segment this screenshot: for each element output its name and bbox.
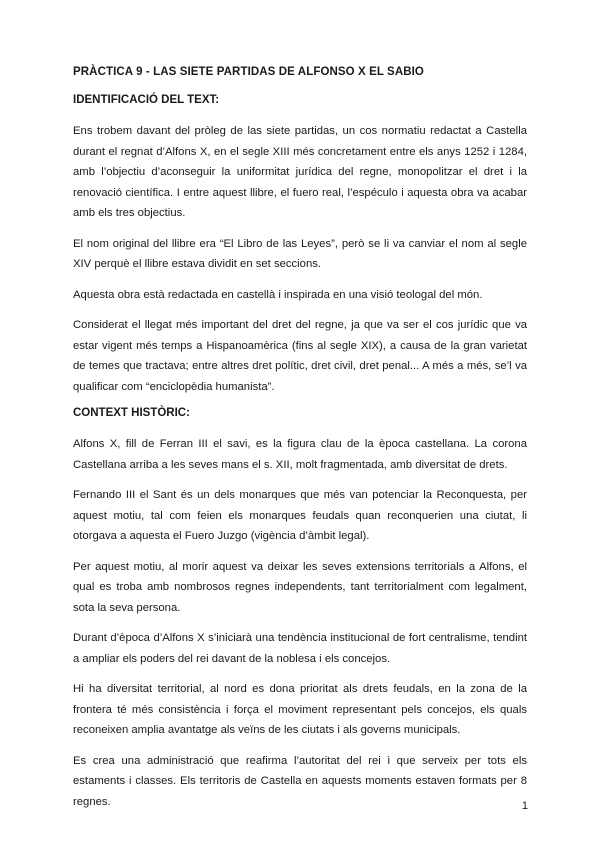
paragraph: Ens trobem davant del pròleg de las siete partidas, un cos normatiu redactat a Castella durant el regnat d’Alfons X, en el segle XIII més concretament entre els anys 1252 i 1284, amb l’objectiu d’aconseguir la uniformitat jurídica del regne, monopolitzar el dret i la renovació científica. I entre aquest llibre, el fuero real, l’espéculo i aquesta obra va acabar amb els tres objectius. [73, 125, 527, 219]
section-heading-identificacio: IDENTIFICACIÓ DEL TEXT: [73, 94, 220, 106]
paragraph: El nom original del llibre era “El Libro de las Leyes”, però se li va canviar el nom al segle XIV perquè el llibre estava dividit en set seccions. [73, 237, 527, 270]
paragraph: Hi ha diversitat territorial, al nord es dona prioritat als drets feudals, en la zona de la frontera té més consistència i força el moviment representant pels concejos, els quals reconeixen amplia avantatge als veïns de les ciutats i als governs municipals. [73, 683, 527, 736]
paragraph: Considerat el llegat més important del dret del regne, ja que va ser el cos jurídic que va estar vigent més temps a Hispanoamèrica (fins al segle XIX), a causa de la gran varietat de temes que tractava; entre altres dret polític, dret civil, dret penal... A més a més, se’l va qualificar com “enciclopèdia humanista”. [73, 319, 527, 393]
paragraph: Es crea una administració que reafirma l’autoritat del rei i que serveix per tots els estaments i classes. Els territoris de Castella en aquests moments estaven formats per 8 regnes. [73, 754, 527, 808]
paragraph: Durant d’època d’Alfons X s’iniciarà una tendència institucional de fort centralisme, tendint a ampliar els poders del rei davant de la noblesa i els concejos. [73, 632, 527, 665]
paragraph: Alfons X, fill de Ferran III el savi, es la figura clau de la època castellana. La corona Castellana arriba a les seves mans el s. XII, molt fragmentada, amb diversitat de drets. [73, 438, 527, 471]
paragraph: Aquesta obra està redactada en castellà i inspirada en una visió teologal del món. [73, 288, 483, 301]
paragraph: Per aquest motiu, al morir aquest va deixar les seves extensions territorials a Alfons, el qual es troba amb nombrosos regnes independents, tant territorialment com legalment, sota la seva persona. [73, 560, 527, 614]
page-number: 1 [521, 800, 528, 812]
section-heading-context: CONTEXT HISTÒRIC: [73, 407, 190, 419]
paragraph: Fernando III el Sant és un dels monarques que més van potenciar la Reconquesta, per aquest motiu, tal com feien els monarques feudals quan reconquerien una ciutat, li otorgava a aquesta el Fuero Juzgo (vigència d’àmbit legal). [73, 489, 527, 542]
document-title: PRÀCTICA 9 - LAS SIETE PARTIDAS DE ALFONSO X EL SABIO [73, 66, 424, 78]
